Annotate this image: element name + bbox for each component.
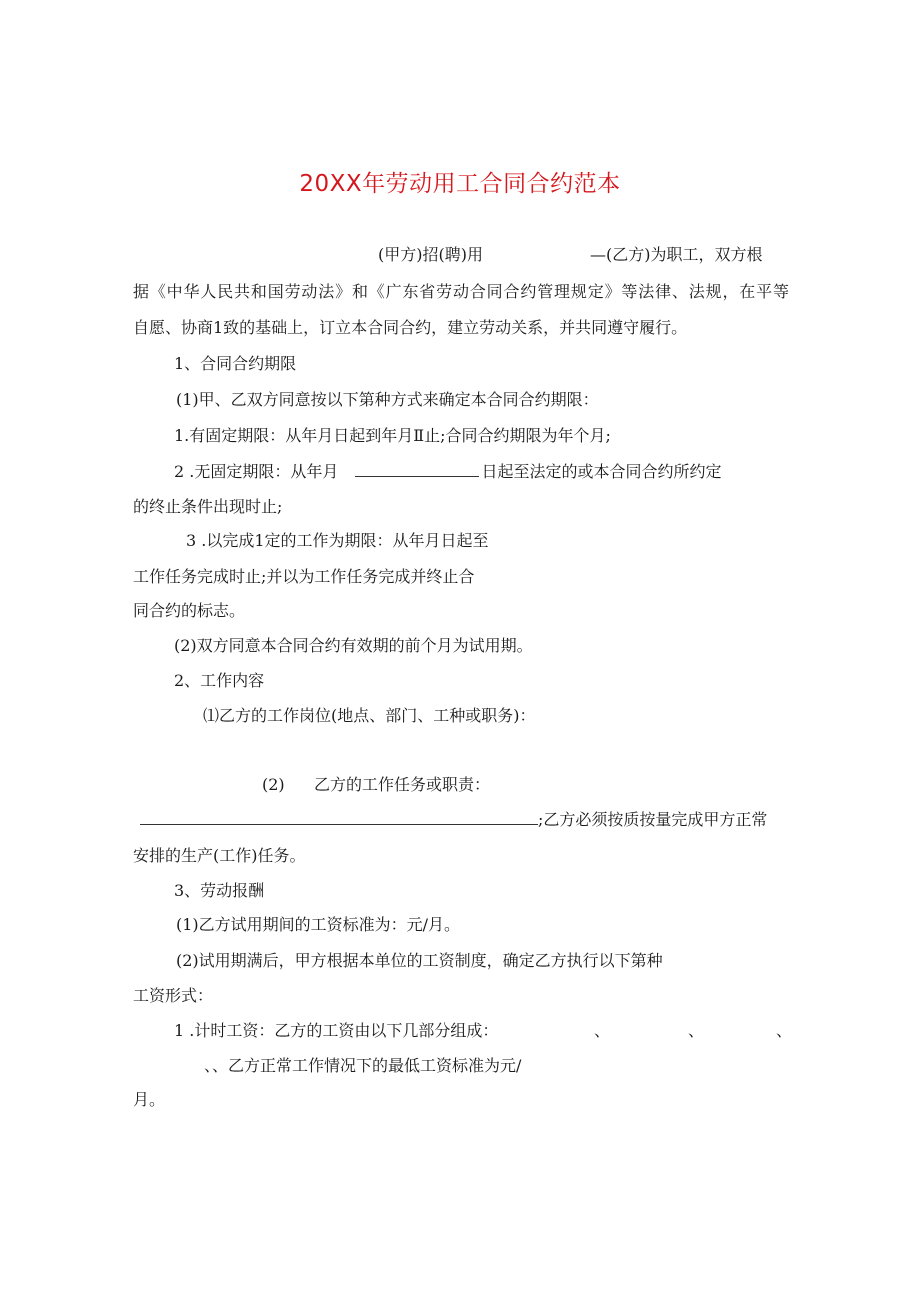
separator-comma: 、 xyxy=(776,1021,793,1040)
section-2-para-1: ⑴乙方的工作岗位(地点、部门、工种或职务)： xyxy=(203,706,536,725)
section-1-heading: 1、合同合约期限 xyxy=(174,354,297,373)
section-1-item-2 xyxy=(174,462,721,482)
duties-text: ;乙方必须按质按量完成甲方正常 xyxy=(538,810,768,829)
section-1-item-1: 1.有固定期限：从年月日起到年月Ⅱ止;合同合约期限为年个月; xyxy=(174,426,611,445)
section-3-heading: 3、劳动报酬 xyxy=(174,881,265,900)
section-1-item-2-cont: 的终止条件出现时止; xyxy=(133,497,283,516)
section-3-item-1-cont: 、、乙方正常工作情况下的最低工资标准为元/ xyxy=(204,1056,522,1075)
section-2-para-2-num: (2) xyxy=(262,775,285,794)
section-3-para-2-cont: 工资形式： xyxy=(133,986,214,1005)
item-2-text-b: 日起至法定的或本合同合约所约定 xyxy=(481,462,722,481)
preamble-line-2: 据《中华人民共和国劳动法》和《广东省劳动合同合约管理规定》等法律、法规，在平等 xyxy=(133,282,789,301)
document-title: 20XX年劳动用工合同合约范本 xyxy=(299,171,621,197)
section-1-para-2: (2)双方同意本合同合约有效期的前个月为试用期。 xyxy=(174,636,533,655)
section-1-item-3-end: 同合约的标志。 xyxy=(133,601,246,620)
section-2-duties-cont: 安排的生产(工作)任务。 xyxy=(133,846,306,865)
section-2-para-2: 乙方的工作任务或职责： xyxy=(314,775,491,794)
section-3-para-1: (1)乙方试用期间的工资标准为：元/月。 xyxy=(176,915,461,934)
section-2-heading: 2、工作内容 xyxy=(174,671,265,690)
section-1-item-3: 3 .以完成1定的工作为期限：从年月日起至 xyxy=(186,531,489,550)
preamble-employer: (甲方)招(聘)用 xyxy=(378,245,483,264)
section-3-para-2: (2)试用期满后，甲方根据本单位的工资制度，确定乙方执行以下第种 xyxy=(176,951,663,970)
section-3-item-1-end: 月。 xyxy=(133,1090,166,1109)
section-1-item-3-cont: 工作任务完成时止;并以为工作任务完成并终止合 xyxy=(133,567,475,586)
section-2-duties xyxy=(140,810,767,830)
separator-comma: 、 xyxy=(688,1021,705,1040)
section-3-item-1: 1 .计时工资：乙方的工资由以下几部分组成： xyxy=(174,1021,499,1040)
blank-line xyxy=(355,462,479,477)
blank-line xyxy=(140,810,538,825)
separator-comma: 、 xyxy=(594,1021,611,1040)
preamble-employee: —(乙方)为职工，双方根 xyxy=(590,245,763,264)
preamble-line-3: 自愿、协商1致的基础上，订立本合同合约，建立劳动关系，并共同遵守履行。 xyxy=(133,318,688,337)
section-1-para-1: (1)甲、乙双方同意按以下第种方式来确定本合同合约期限： xyxy=(176,390,599,409)
item-2-text-a: 2 .无固定期限：从年月 xyxy=(174,462,339,481)
